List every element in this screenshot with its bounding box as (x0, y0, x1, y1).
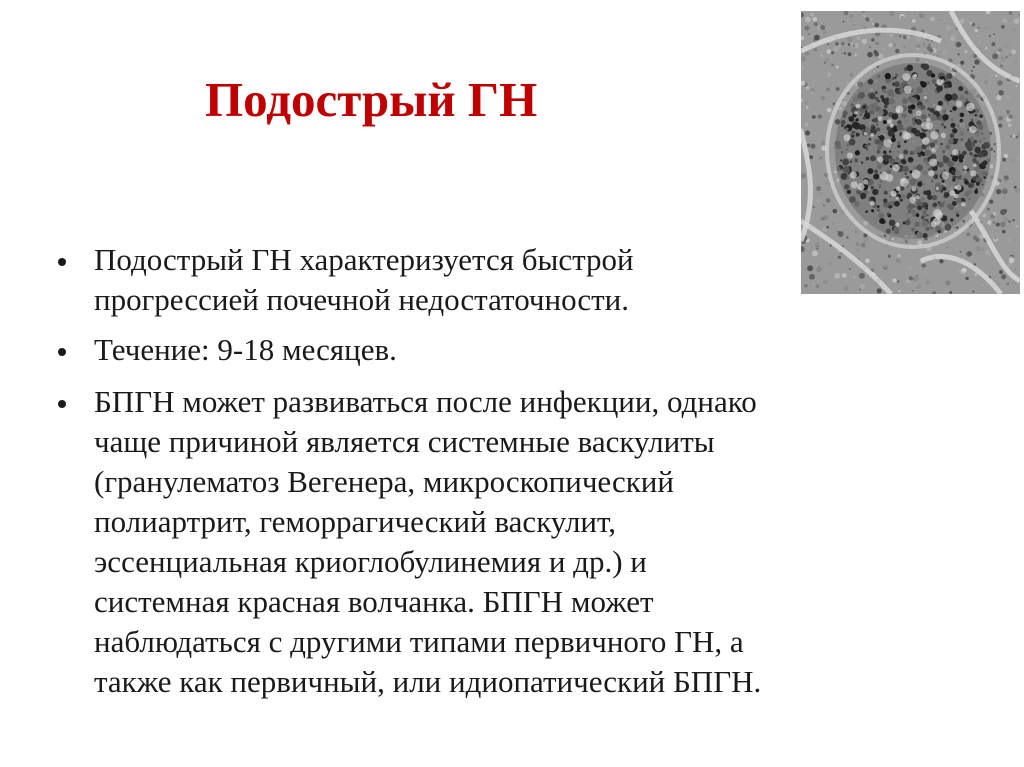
bullet-text-line: наблюдаться с другими типами первичного ГН, а (94, 624, 744, 659)
bullet-text-line: Течение: 9-18 месяцев. (94, 332, 397, 367)
bullet-text-line: чаще причиной является системные васкулиты (94, 424, 715, 459)
slide-title: Подострый ГН (205, 72, 538, 127)
bullet-text-line: прогрессией почечной недостаточности. (94, 282, 629, 317)
bullet-text-line: БПГН может развиваться после инфекции, однако (94, 384, 757, 419)
bullet-text-line: Подострый ГН характеризуется быстрой (94, 242, 634, 277)
bullet-dot (58, 400, 66, 408)
bullet-text-line: также как первичный, или идиопатический БПГН. (94, 664, 762, 699)
glomerulus-micrograph (801, 11, 1020, 294)
bullet-dot (58, 348, 66, 356)
bullet-text-line: полиартрит, геморрагический васкулит, (94, 504, 616, 539)
bullet-text-line: системная красная волчанка. БПГН может (94, 584, 654, 619)
bullet-dot (58, 258, 66, 266)
bullet-text-line: эссенциальная криоглобулинемия и др.) и (94, 544, 647, 579)
bullet-text-line: (гранулематоз Вегенера, микроскопический (94, 464, 674, 499)
